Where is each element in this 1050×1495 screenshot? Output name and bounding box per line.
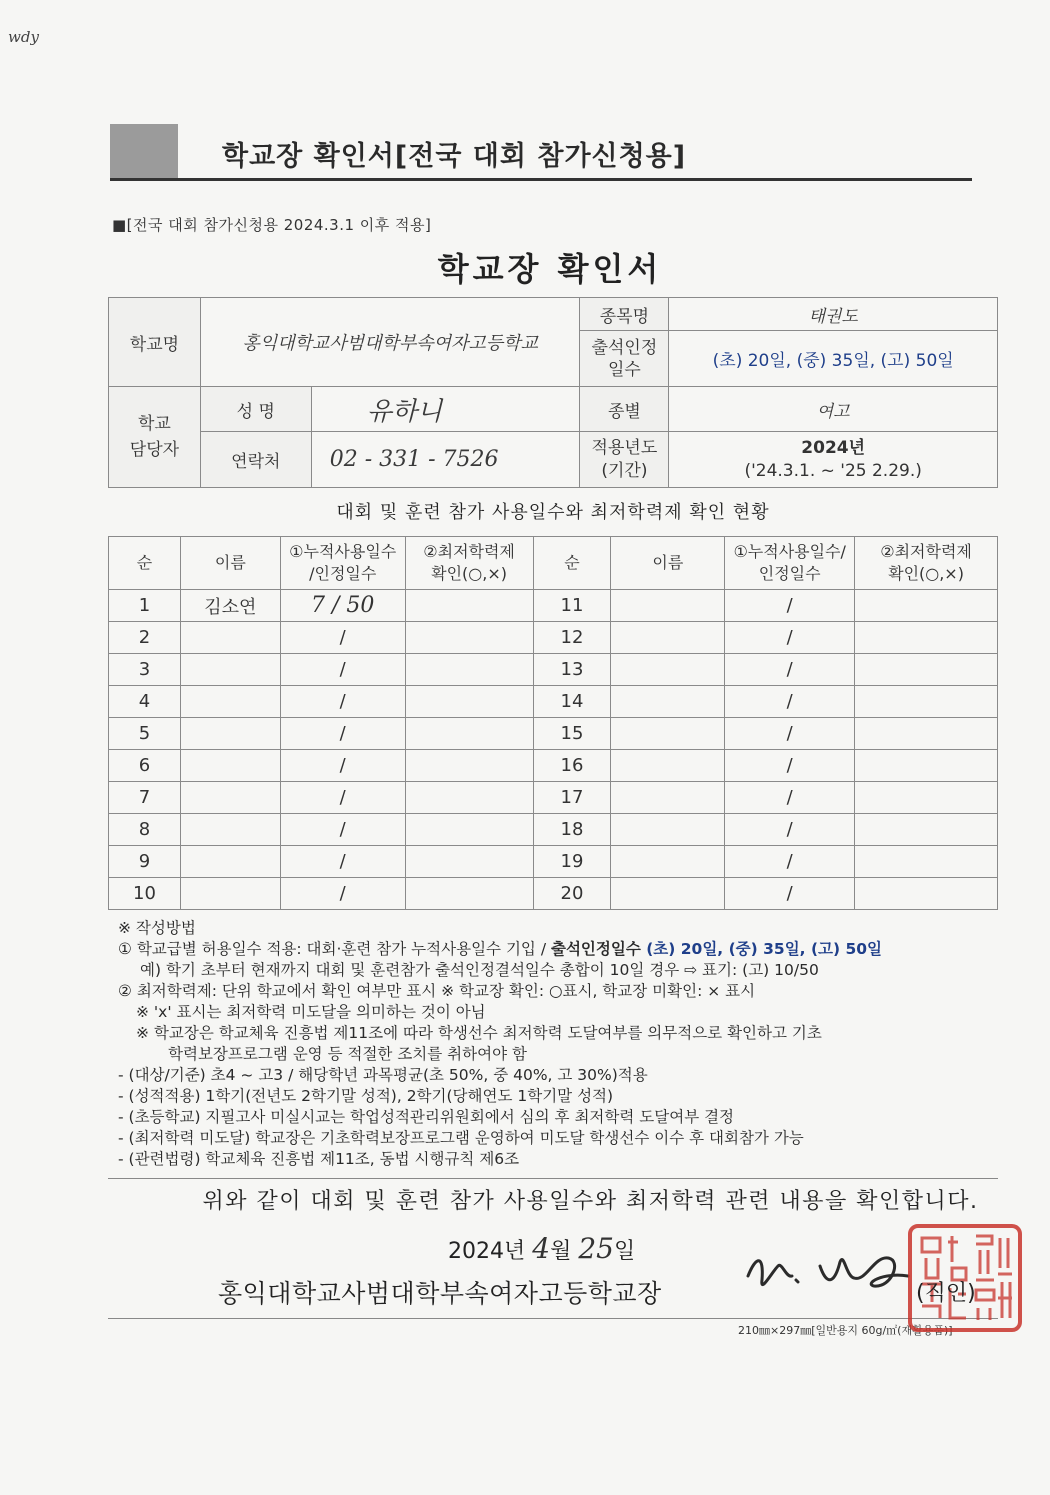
section-title: 대회 및 훈련 참가 사용일수와 최저학력제 확인 현황 (336, 502, 770, 523)
row-name-right (611, 622, 725, 654)
note-2-b: ※ 학교장은 학교체육 진흥법 제11조에 따라 학생선수 최저학력 도달여부를 의무적으로 확인하고 기초 (136, 1024, 822, 1042)
row-academic-right (855, 718, 998, 750)
row-academic (405, 814, 533, 846)
row-days-right: / (725, 814, 855, 846)
note-2-c: 학력보장프로그램 운영 등 적절한 조치를 취하여야 함 (168, 1045, 527, 1063)
row-days-right: / (725, 590, 855, 622)
date-month: 4 (532, 1232, 551, 1265)
row-days-right: / (725, 718, 855, 750)
row-academic-right (855, 846, 998, 878)
sport-value: 태권도 (669, 298, 998, 331)
contact-label: 연락처 (200, 432, 311, 488)
date-day-unit: 일 (613, 1239, 636, 1264)
row-academic-right (855, 878, 998, 910)
header-no-right: 순 (533, 537, 611, 590)
row-academic-right (855, 590, 998, 622)
row-no: 7 (109, 782, 181, 814)
row-academic-right (855, 622, 998, 654)
note-2: ② 최저학력제: 단위 학교에서 확인 여부만 표시 ※ 학교장 확인: ○표시, 학교장 미확인: × 표시 (118, 982, 756, 1000)
note-1-b: 출석인정일수 (550, 940, 647, 958)
note-2-a: ※ 'x' 표시는 최저학력 미도달을 의미하는 것이 아님 (136, 1003, 486, 1021)
row-name: 김소연 (180, 590, 280, 622)
table-row (109, 718, 998, 750)
stamp-label: (직인) (916, 1281, 976, 1306)
row-academic-right (855, 750, 998, 782)
row-name-right (611, 686, 725, 718)
row-academic (405, 622, 533, 654)
header-title: 학교장 확인서[전국 대회 참가신청용] (222, 141, 687, 172)
detail-3: - (초등학교) 지필고사 미실시교는 학업성적관리위원회에서 심의 후 최저학력 도달여부 결정 (118, 1108, 735, 1126)
sport-label: 종목명 (580, 298, 669, 331)
detail-2: - (성적적용) 1학기(전년도 2학기말 성적), 2학기(당해연도 1학기말 성적) (118, 1087, 614, 1105)
manager-name-value: 유하니 (311, 387, 580, 432)
row-academic-right (855, 782, 998, 814)
row-no: 3 (109, 654, 181, 686)
header-academic-right: ②최저학력제 확인(○,×) (855, 537, 998, 590)
row-no-right: 15 (533, 718, 611, 750)
row-name (180, 846, 280, 878)
confirmation-statement: 위와 같이 대회 및 훈련 참가 사용일수와 최저학력 관련 내용을 확인합니다. (202, 1189, 979, 1214)
row-name-right (611, 718, 725, 750)
corner-handwritten-note: wdy (8, 28, 39, 46)
row-academic (405, 654, 533, 686)
row-name-right (611, 846, 725, 878)
principal-title: 홍익대학교사범대학부속여자고등학교장 (218, 1279, 662, 1308)
row-days-right: / (725, 622, 855, 654)
row-name-right (611, 782, 725, 814)
row-no-right: 14 (533, 686, 611, 718)
row-name-right (611, 814, 725, 846)
notes-heading: ※ 작성방법 (118, 919, 196, 937)
row-no-right: 19 (533, 846, 611, 878)
school-name-value: 홍익대학교사범대학부속여자고등학교 (200, 298, 580, 387)
detail-1: - (대상/기준) 초4 ~ 고3 / 해당학년 과목평균(초 50%, 중 40%, 고 30%)적용 (118, 1066, 648, 1084)
row-days: / (280, 654, 405, 686)
row-days: / (280, 814, 405, 846)
date-year: 2024년 (448, 1239, 533, 1264)
row-academic (405, 590, 533, 622)
table-row (109, 846, 998, 878)
note-1-example: 예) 학기 초부터 현재까지 대회 및 훈련참가 출석인정결석일수 총합이 10일 경우 ⇨ 표기: (고) 10/50 (140, 961, 819, 979)
header-band (110, 124, 972, 180)
header-name: 이름 (180, 537, 280, 590)
info-table (108, 297, 998, 488)
date-month-unit: 월 (550, 1239, 579, 1264)
header-no: 순 (109, 537, 181, 590)
row-name (180, 878, 280, 910)
contact-value: 02 - 331 - 7526 (311, 432, 580, 488)
manager-name-label: 성 명 (200, 387, 311, 432)
row-academic-right (855, 814, 998, 846)
row-days-right: / (725, 878, 855, 910)
row-no-right: 13 (533, 654, 611, 686)
row-days: / (280, 718, 405, 750)
manager-label: 학교 담당자 (109, 387, 201, 488)
row-no: 6 (109, 750, 181, 782)
row-days-right: / (725, 654, 855, 686)
row-name (180, 686, 280, 718)
gender-value: 여고 (669, 387, 998, 432)
row-no: 9 (109, 846, 181, 878)
instructions (118, 918, 998, 1170)
row-days: / (280, 782, 405, 814)
table-row (109, 686, 998, 718)
row-no-right: 20 (533, 878, 611, 910)
row-days: 7 / 50 (280, 590, 405, 622)
header-days-right: ①누적사용일수/ 인정일수 (725, 537, 855, 590)
year-label: 적용년도 (기간) (580, 432, 669, 488)
signature-scribble (742, 1236, 912, 1300)
row-days: / (280, 878, 405, 910)
signing-date (448, 1232, 635, 1265)
header-grey-block (110, 124, 178, 180)
divider (108, 1178, 998, 1179)
detail-4: - (최저학력 미도달) 학교장은 기초학력보장프로그램 운영하여 미도달 학생선수 이수 후 대회참가 가능 (118, 1129, 804, 1147)
row-days-right: / (725, 686, 855, 718)
row-no-right: 11 (533, 590, 611, 622)
date-day: 25 (578, 1232, 614, 1265)
row-days: / (280, 686, 405, 718)
row-academic-right (855, 686, 998, 718)
row-name-right (611, 590, 725, 622)
row-name (180, 622, 280, 654)
bottom-rule (108, 1318, 998, 1319)
row-days: / (280, 622, 405, 654)
row-days-right: / (725, 750, 855, 782)
table-row (109, 654, 998, 686)
row-no-right: 12 (533, 622, 611, 654)
row-no-right: 18 (533, 814, 611, 846)
table-row (109, 782, 998, 814)
row-name-right (611, 654, 725, 686)
row-no-right: 16 (533, 750, 611, 782)
header-name-right: 이름 (611, 537, 725, 590)
row-academic (405, 846, 533, 878)
row-academic (405, 686, 533, 718)
table-row (109, 590, 998, 622)
row-days-right: / (725, 846, 855, 878)
row-days: / (280, 846, 405, 878)
attendance-label: 출석인정 일수 (580, 331, 669, 387)
table-row (109, 814, 998, 846)
table-row (109, 622, 998, 654)
header-academic: ②최저학력제 확인(○,×) (405, 537, 533, 590)
main-title: 학교장 확인서 (437, 250, 663, 288)
row-name (180, 814, 280, 846)
row-name-right (611, 878, 725, 910)
row-no: 2 (109, 622, 181, 654)
period-value: ('24.3.1. ~ '25 2.29.) (744, 460, 922, 481)
attendance-value: (초) 20일, (중) 35일, (고) 50일 (669, 331, 998, 387)
row-no: 10 (109, 878, 181, 910)
year-value: 2024년 (801, 437, 866, 458)
row-name (180, 654, 280, 686)
row-no: 1 (109, 590, 181, 622)
table-row (109, 878, 998, 910)
note-1 (118, 939, 998, 960)
paper-spec: 210㎜×297㎜[일반용지 60g/㎡(재활용품)] (738, 1324, 953, 1337)
row-no-right: 17 (533, 782, 611, 814)
row-academic-right (855, 654, 998, 686)
row-days-right: / (725, 782, 855, 814)
header-rule (110, 178, 972, 181)
row-no: 4 (109, 686, 181, 718)
row-name (180, 782, 280, 814)
row-no: 5 (109, 718, 181, 750)
gender-label: 종별 (580, 387, 669, 432)
row-academic (405, 878, 533, 910)
row-days: / (280, 750, 405, 782)
detail-5: - (관련법령) 학교체육 진흥법 제11조, 동법 시행규칙 제6조 (118, 1150, 520, 1168)
year-cell (669, 432, 998, 488)
row-name-right (611, 750, 725, 782)
row-academic (405, 718, 533, 750)
row-name (180, 750, 280, 782)
row-academic (405, 782, 533, 814)
note-1-a: ① 학교급별 허용일수 적용: 대회·훈련 참가 누적사용일수 기입 / (118, 940, 551, 958)
note-1-c: (초) 20일, (중) 35일, (고) 50일 (646, 940, 883, 958)
list-header-row (109, 537, 998, 590)
table-row (109, 750, 998, 782)
participation-list-table (108, 536, 998, 910)
school-name-label: 학교명 (109, 298, 201, 387)
applicability-note: ■[전국 대회 참가신청용 2024.3.1 이후 적용] (112, 216, 432, 234)
row-name (180, 718, 280, 750)
row-no: 8 (109, 814, 181, 846)
row-academic (405, 750, 533, 782)
header-days: ①누적사용일수 /인정일수 (280, 537, 405, 590)
